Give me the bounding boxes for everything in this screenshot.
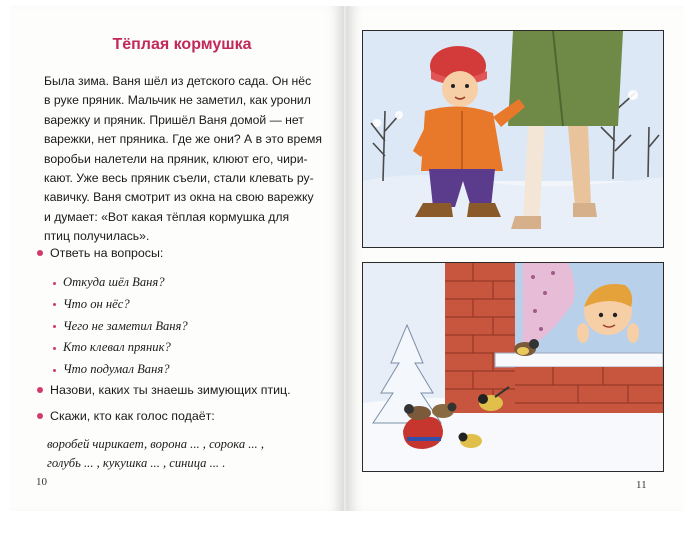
- question-item: [53, 294, 323, 316]
- question-text: Откуда шёл Ваня?: [63, 275, 165, 289]
- story-text: [44, 72, 334, 247]
- book-spine: [343, 6, 347, 511]
- small-bullet-icon: [53, 369, 56, 372]
- boy-walking-with-mother-illustration: [362, 30, 664, 248]
- question-text: Что подумал Ваня?: [63, 362, 170, 377]
- story-title: Тёплая кормушка: [112, 36, 252, 53]
- small-bullet-icon: [53, 303, 56, 306]
- task-label: Ответь на вопросы:: [50, 246, 164, 260]
- small-bullet-icon: [53, 325, 56, 328]
- story-line: и думает: «Вот какая тёплая кормушка для: [44, 209, 290, 224]
- task-label: Назови, каких ты знаешь зимующих птиц.: [50, 383, 291, 397]
- question-text: Кто клевал пряник?: [63, 340, 171, 355]
- voices-line: голубь ... , кукушка ... , синица ... .: [47, 456, 226, 471]
- small-bullet-icon: [53, 347, 56, 350]
- story-line: кают. Уже весь пряник съели, стали клевать ру-: [44, 171, 314, 186]
- story-line: Была зима. Ваня шёл из детского сада. Он нёс: [44, 74, 312, 88]
- boy-at-window-birds-on-mitten-illustration: [362, 262, 664, 472]
- bullet-icon: [37, 250, 43, 256]
- question-item: [53, 316, 323, 338]
- page-number-left: 10: [36, 476, 47, 488]
- story-line: варежку и пряник. Пришёл Ваня домой — нет: [44, 112, 304, 127]
- story-line: воробьи налетели на пряник, клюют его, чири-: [44, 151, 308, 166]
- questions-list: [53, 272, 323, 381]
- question-text: Чего не заметил Ваня?: [63, 318, 188, 333]
- task-bird-voices: [37, 409, 215, 423]
- bullet-icon: [37, 387, 43, 393]
- question-item: [53, 359, 323, 381]
- bullet-icon: [37, 413, 43, 419]
- question-item: [53, 272, 323, 294]
- question-text: Что он нёс?: [63, 296, 130, 311]
- question-item: [53, 337, 323, 359]
- task-answer-questions: [37, 246, 163, 260]
- story-line: варежки, нет пряника. Где же они? А в это время: [44, 132, 323, 147]
- task-name-birds: [37, 383, 291, 397]
- task-label: Скажи, кто как голос подаёт:: [50, 409, 215, 423]
- voices-exercise: [47, 435, 337, 473]
- story-line: птиц получилась».: [44, 229, 150, 244]
- story-line: в руке пряник. Мальчик не заметил, как уронил: [44, 93, 311, 108]
- small-bullet-icon: [53, 282, 56, 285]
- voices-line: воробей чирикает, ворона ... , сорока ... ,: [47, 437, 265, 451]
- page-number-right: 11: [636, 479, 647, 491]
- story-line: кавичку. Ваня смотрит из окна на свою варежку: [44, 190, 314, 205]
